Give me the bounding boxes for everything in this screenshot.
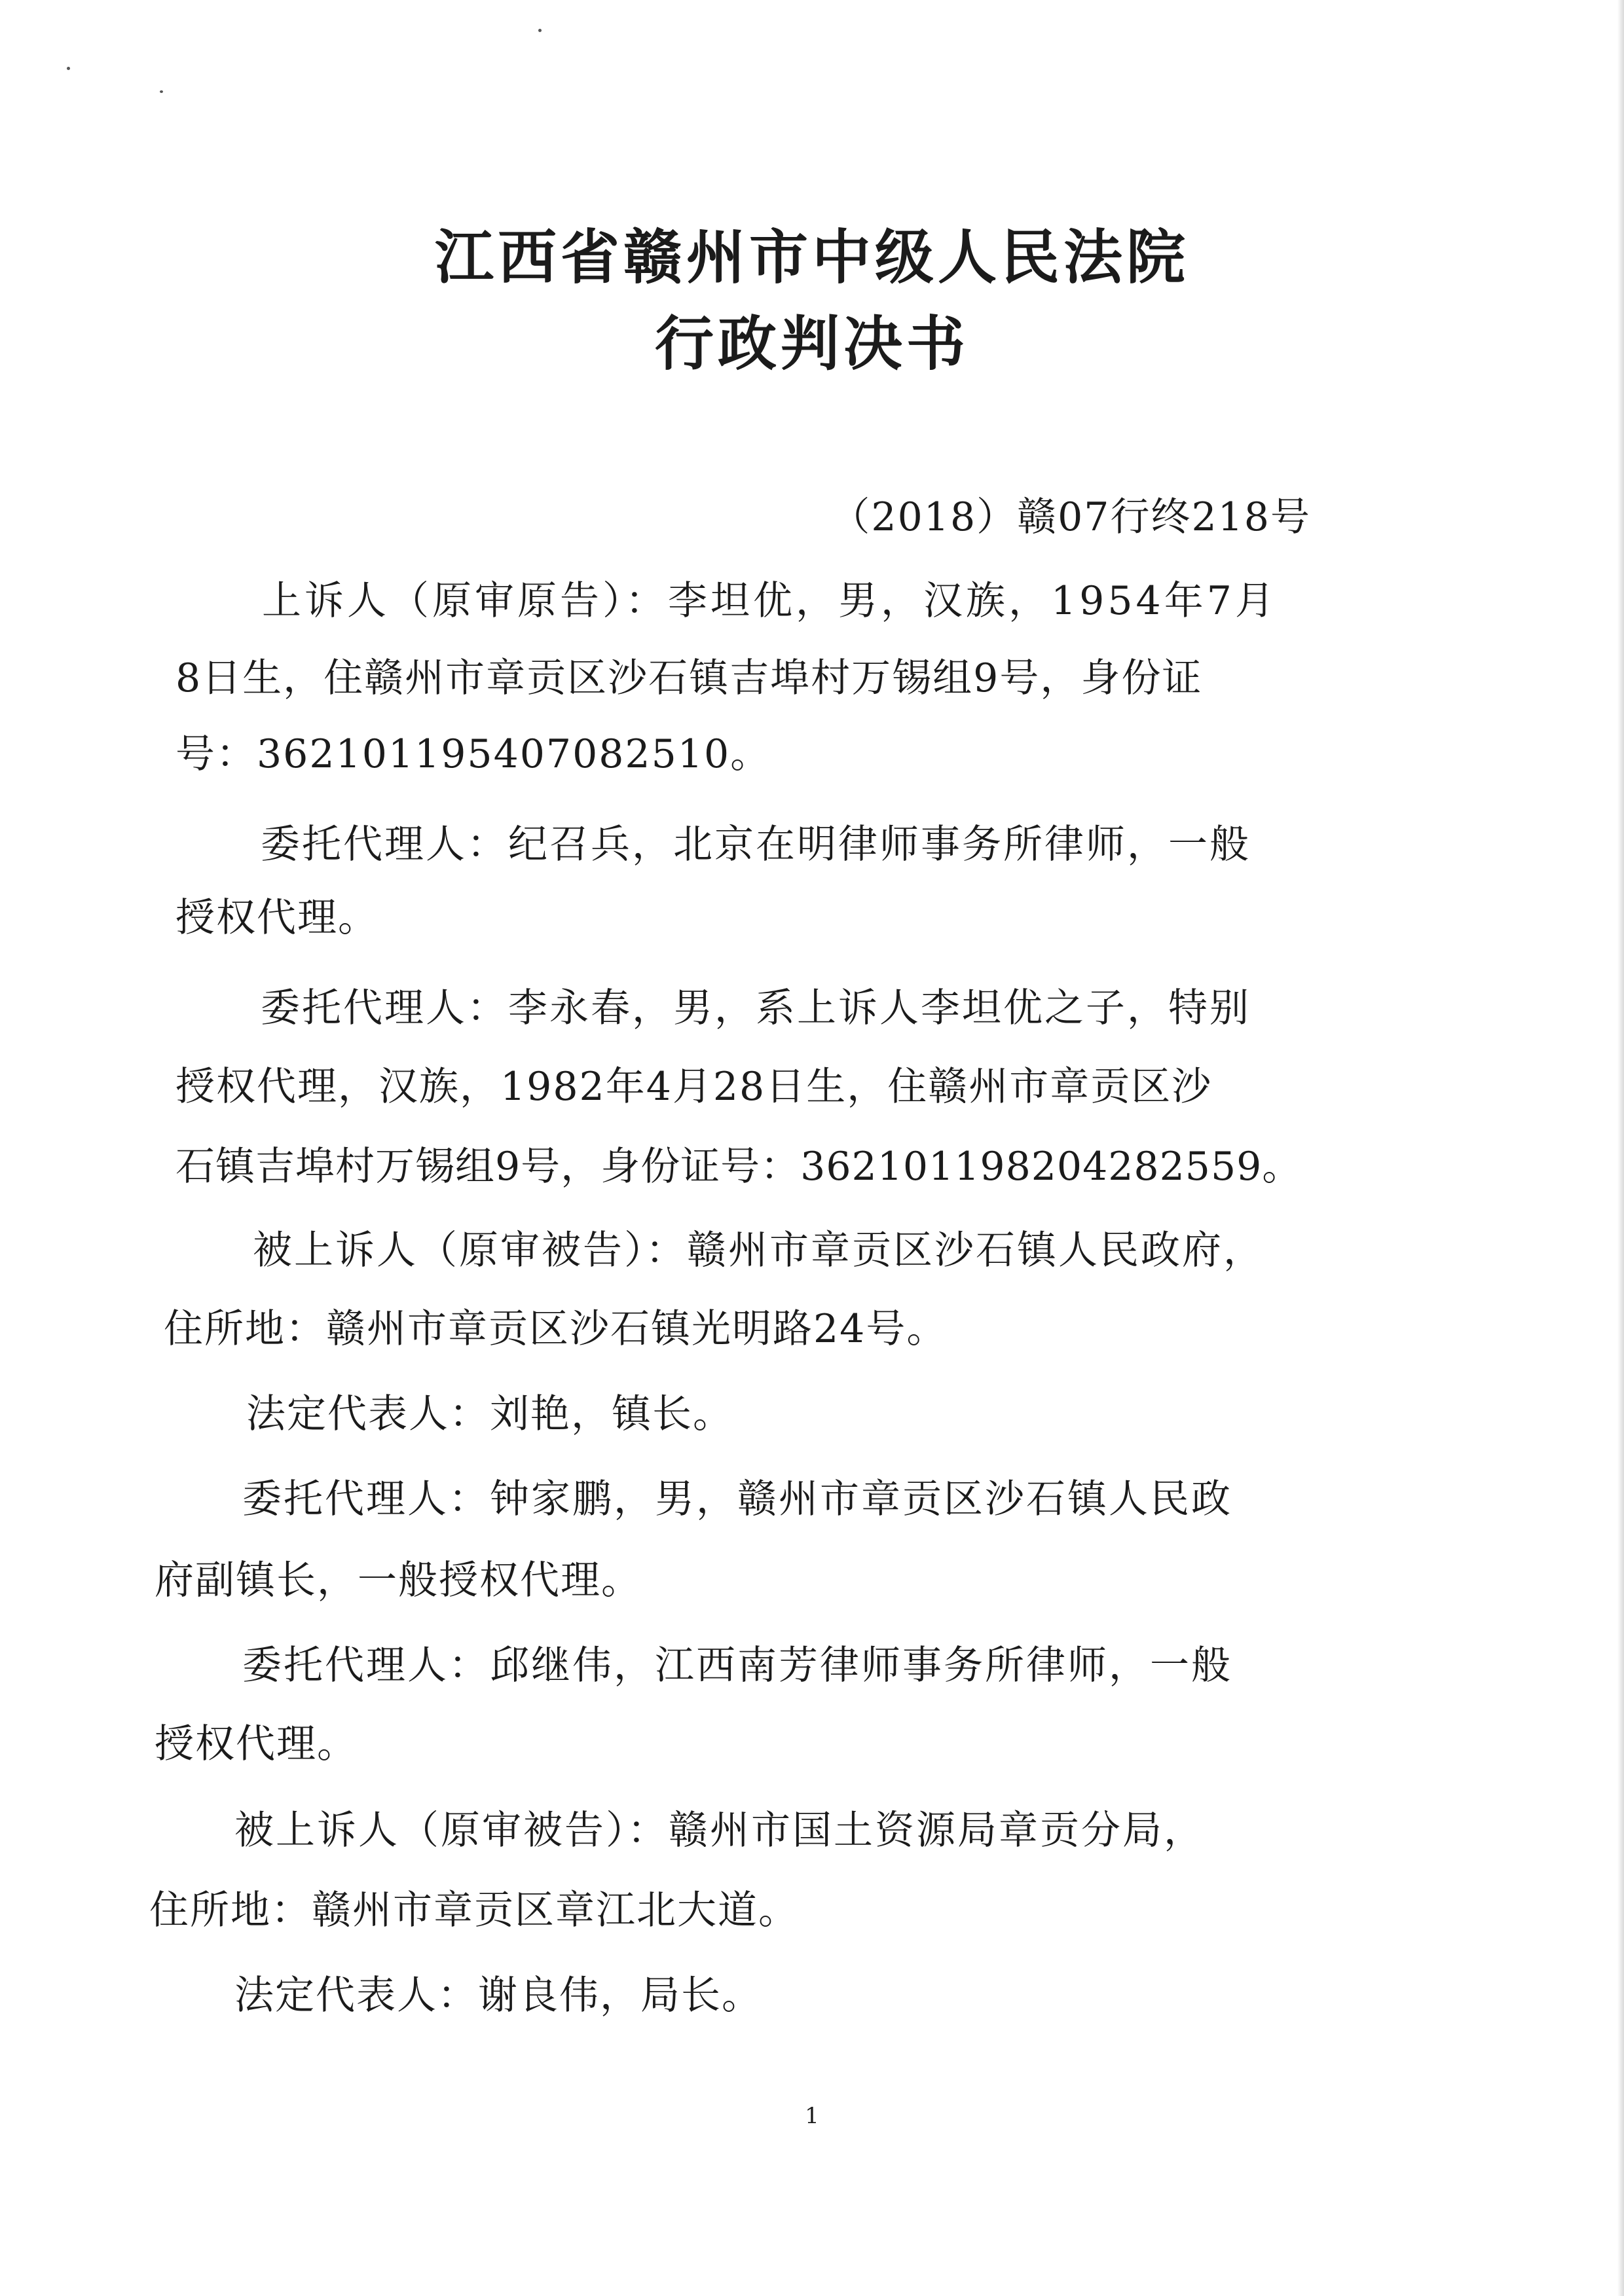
agent-2-line-2: 授权代理，汉族，1982年4月28日生，住赣州市章贡区沙 — [175, 1064, 1213, 1110]
legal-rep-1: 法定代表人：刘艳，镇长。 — [246, 1391, 733, 1437]
agent-3-line-1: 委托代理人：钟家鹏，男，赣州市章贡区沙石镇人民政 — [242, 1476, 1232, 1522]
agent-4-line-1: 委托代理人：邱继伟，江西南芳律师事务所律师，一般 — [242, 1643, 1232, 1688]
appellant-line-2: 8日生，住赣州市章贡区沙石镇吉埠村万锡组9号，身份证 — [175, 655, 1203, 701]
scan-speck — [160, 90, 163, 93]
case-number: （2018）赣07行终218号 — [830, 494, 1311, 540]
page-number: 1 — [805, 2103, 819, 2129]
agent-4-line-2: 授权代理。 — [155, 1721, 358, 1767]
document-title: 行政判决书 — [655, 309, 969, 378]
scan-speck — [538, 29, 542, 32]
respondent-1-line-1: 被上诉人（原审被告）：赣州市章贡区沙石镇人民政府， — [253, 1228, 1264, 1273]
respondent-2-line-1: 被上诉人（原审被告）：赣州市国土资源局章贡分局， — [234, 1808, 1205, 1853]
appellant-line-1: 上诉人（原审原告）：李坦优，男，汉族，1954年7月 — [262, 578, 1278, 624]
agent-1-line-2: 授权代理。 — [175, 895, 378, 941]
court-title: 江西省赣州市中级人民法院 — [435, 223, 1189, 292]
agent-2-line-3: 石镇吉埠村万锡组9号，身份证号：362101198204282559。 — [175, 1144, 1302, 1190]
legal-rep-2: 法定代表人：谢良伟，局长。 — [234, 1973, 762, 2018]
respondent-2-line-2: 住所地：赣州市章贡区章江北大道。 — [149, 1887, 799, 1933]
agent-2-line-1: 委托代理人：李永春，男，系上诉人李坦优之子，特别 — [261, 985, 1251, 1031]
respondent-1-line-2: 住所地：赣州市章贡区沙石镇光明路24号。 — [164, 1306, 948, 1352]
scan-speck — [67, 67, 70, 70]
agent-1-line-1: 委托代理人：纪召兵，北京在明律师事务所律师，一般 — [261, 822, 1251, 867]
agent-3-line-2: 府副镇长，一般授权代理。 — [155, 1558, 642, 1603]
appellant-line-3: 号：362101195407082510。 — [175, 731, 771, 777]
